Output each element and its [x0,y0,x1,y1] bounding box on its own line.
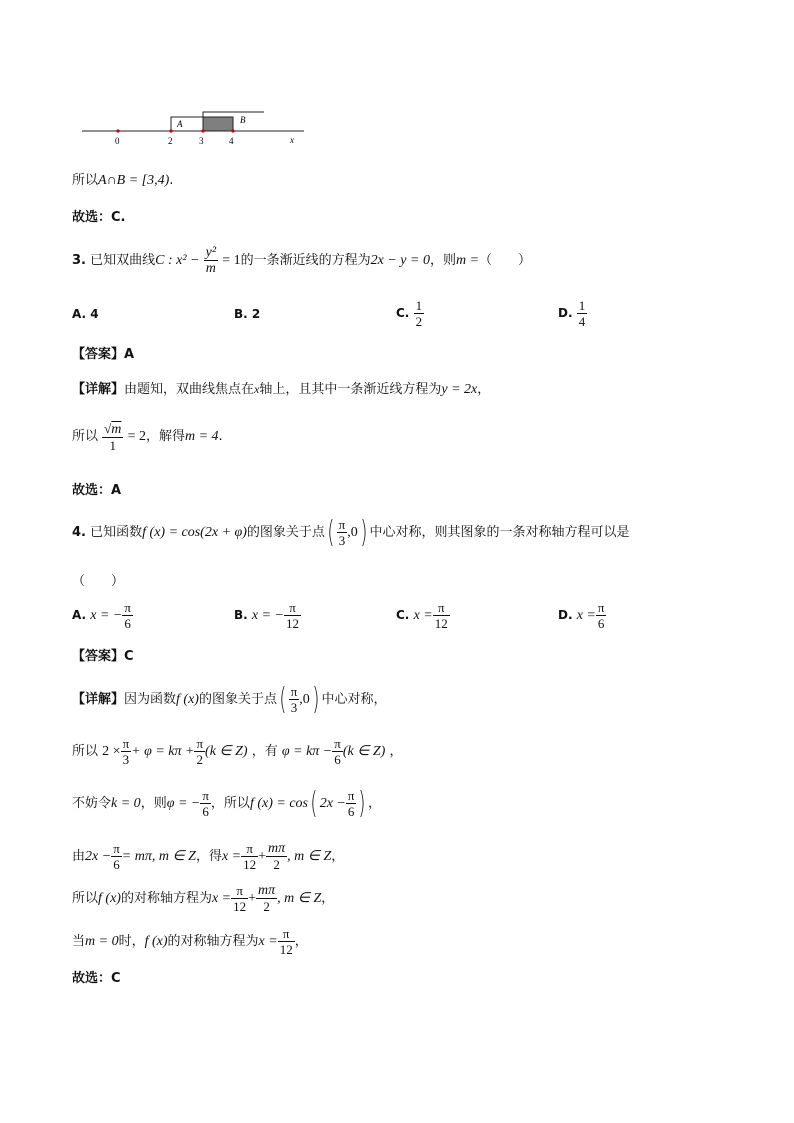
q4-detail-line3: 不妨令k = 0，则φ = − $\frac{\pi}{6}$ ，所以f (x) = cos( 2x − $\frac{\pi}{6}$ ) ， [72,785,382,821]
tick-dot-4 [231,129,234,132]
q4-detail-line5: 所以f (x)的对称轴方程为x = $\frac{\pi}{12}$ + $\frac{m\pi}{2}$ , m ∈ Z， [72,883,335,914]
q3-option-d: D. $\frac{1}{4}$ [558,298,586,329]
q3-sqrt-fraction: $\frac{√m}{1}$ [104,420,122,453]
q4-detail-line6: 当m = 0时，f (x)的对称轴方程为x = $\frac{\pi}{12}$ ， [72,926,308,957]
q4-answer: 【答案】C [72,649,134,664]
q3-asymptote: 2x − y = 0 [370,253,430,268]
q4-option-b: B. x = − $\frac{\pi}{12}$ [234,600,300,631]
tick-label-4: 4 [229,136,234,146]
q3-answer: 【答案】A [72,347,135,362]
q3-choose: 故选：A [72,483,122,498]
q4-detail-line4: 由2x − $\frac{\pi}{6}$ = mπ, m ∈ Z，得x = $\frac{\pi}{12}$ + $\frac{m\pi}{2}$ , m ∈ Z， [72,841,345,872]
number-line-figure [78,104,318,150]
tick-label-0: 0 [115,136,120,146]
q3-number: 3. [72,253,86,268]
set-b-label: B [240,115,246,125]
axis-label: x [290,135,294,145]
q4-paren: （ ） [72,574,125,589]
q4-stem: 4. 已知函数f (x) = cos(2x + φ)的图象关于点( $\frac{\pi}{3}$ ,0) 中心对称，则其图象的一条对称轴方程可以是 [72,514,630,550]
tick-dot-0 [116,129,119,132]
prev-conclusion: 所以A∩B = [3,4). [72,173,174,188]
tick-label-3: 3 [199,136,204,146]
prev-conclusion-prefix: 所以 [72,173,99,188]
q4-detail-line1: 【详解】因为函数f (x)的图象关于点( $\frac{\pi}{3}$ ,0) 中心对称， [72,681,387,717]
tick-dot-2 [169,129,172,132]
prev-conclusion-math: A∩B = [3,4) [98,173,170,188]
q4-choose: 故选：C [72,971,121,986]
set-a-label: A [177,119,183,129]
q3-stem: 3. 已知双曲线C : x² − $\frac{\text{y²}}{m}$ = 1的一条渐近线的方程为2x − y = 0，则m =（ ） [72,245,532,276]
q3-fraction: $\frac{\text{y²}}{m}$ [205,245,217,276]
q4-option-a: A. x = − $\frac{\pi}{6}$ [72,600,131,631]
set-b-shaded-region [203,117,233,131]
q4-option-c: C. x = $\frac{\pi}{12}$ [396,600,448,631]
q3-solve-line: 所以 $\frac{√m}{1}$ = 2，解得m = 4. [72,420,223,453]
q4-option-d: D. x = $\frac{\pi}{6}$ [558,600,605,631]
tick-dot-3 [201,129,204,132]
prev-choose: 故选：C. [72,210,126,225]
q3-option-b: B. 2 [234,307,261,321]
q3-option-c: C. $\frac{1}{2}$ [396,298,423,329]
q3-detail: 【详解】由题知，双曲线焦点在x轴上，且其中一条渐近线方程为y = 2x， [72,382,491,397]
q4-detail-line2: 所以 2 × $\frac{\pi}{3}$ + φ = kπ + $\frac{\pi}{2}$ (k ∈ Z) ，有 φ = kπ − $\frac{\pi}{6}$ (k ∈ Z) ， [72,736,403,767]
tick-label-2: 2 [168,136,173,146]
q3-option-a: A. 4 [72,307,99,321]
